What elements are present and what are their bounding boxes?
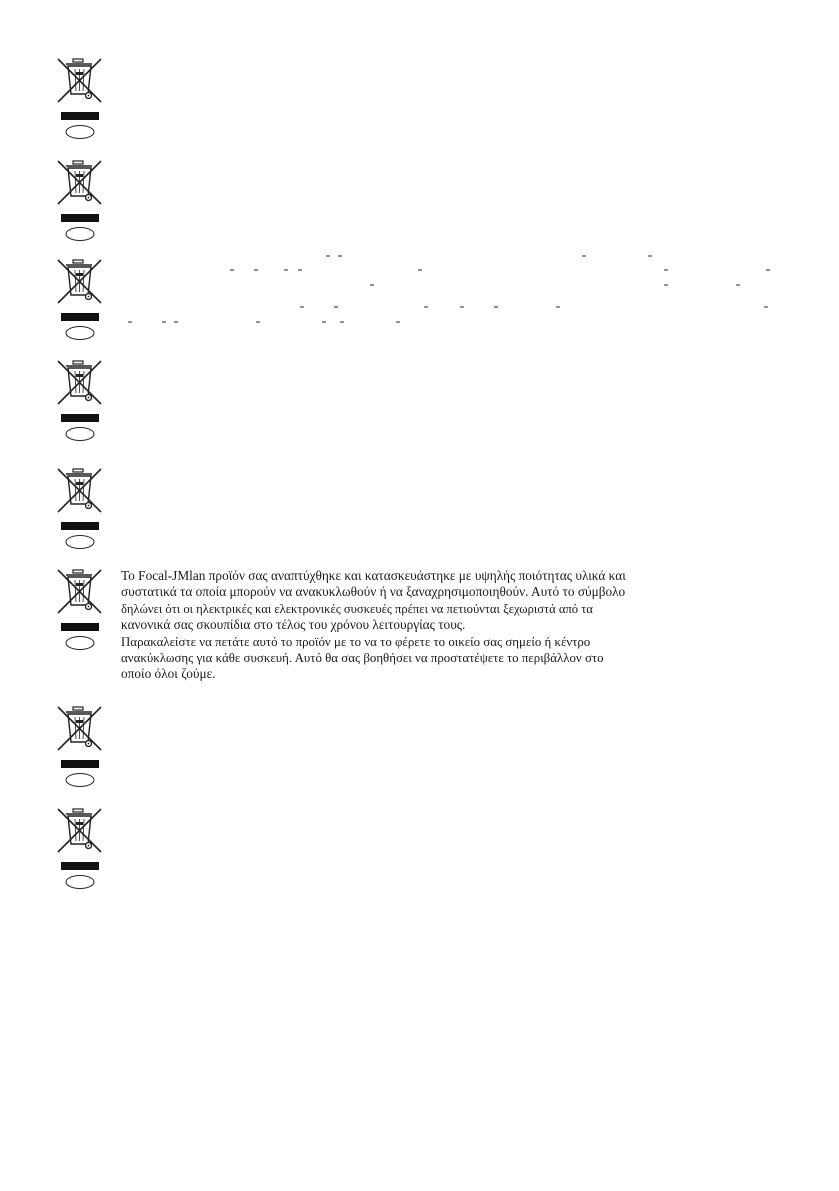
greek-recycling-notice [121,568,761,683]
notice-line: Παρακαλείστε να πετάτε αυτό το προϊόν με το να το φέρετε το οικείο σας σημείο ή κέντρο [121,634,591,649]
crossed-out-wheeled-bin-icon [55,704,105,790]
notice-line: συστατικά τα οποία μπορούν να ανακυκλωθούν ή να ξαναχρησιμοποιηθούν. Αυτό το σύμβολο [121,584,626,600]
crossed-out-wheeled-bin-icon [55,257,105,343]
missing-glyph-marks [120,252,780,332]
weee-symbol-7 [55,704,105,790]
weee-symbol-3 [55,257,105,343]
crossed-out-wheeled-bin-icon [55,158,105,244]
notice-line: ανακύκλωσης για κάθε συσκευή. Αυτό θα σας βοηθήσει να προστατέψετε το περιβάλλον στο [121,651,604,666]
weee-symbol-8 [55,806,105,892]
notice-line: κανονικά σας σκουπίδια στο τέλος του χρόνου λειτουργίας τους. [121,617,466,633]
notice-line: δηλώνει ότι οι ηλεκτρικές και ελεκτρονικές συσκευές πρέπει να πετιούνται ξεχωριστά από τα [121,601,593,616]
notice-line: Το Focal-JMlan προϊόν σας αναπτύχθηκε και κατασκευάστηκε με υψηλής ποιότητας υλικά και [121,568,626,583]
crossed-out-wheeled-bin-icon [55,806,105,892]
weee-symbol-4 [55,358,105,444]
weee-symbol-1 [55,56,105,142]
crossed-out-wheeled-bin-icon [55,56,105,142]
weee-symbol-2 [55,158,105,244]
weee-symbol-6 [55,567,105,653]
notice-line: οποίο όλοι ζούμε. [121,666,216,682]
weee-symbol-5 [55,466,105,552]
crossed-out-wheeled-bin-icon [55,567,105,653]
crossed-out-wheeled-bin-icon [55,358,105,444]
crossed-out-wheeled-bin-icon [55,466,105,552]
